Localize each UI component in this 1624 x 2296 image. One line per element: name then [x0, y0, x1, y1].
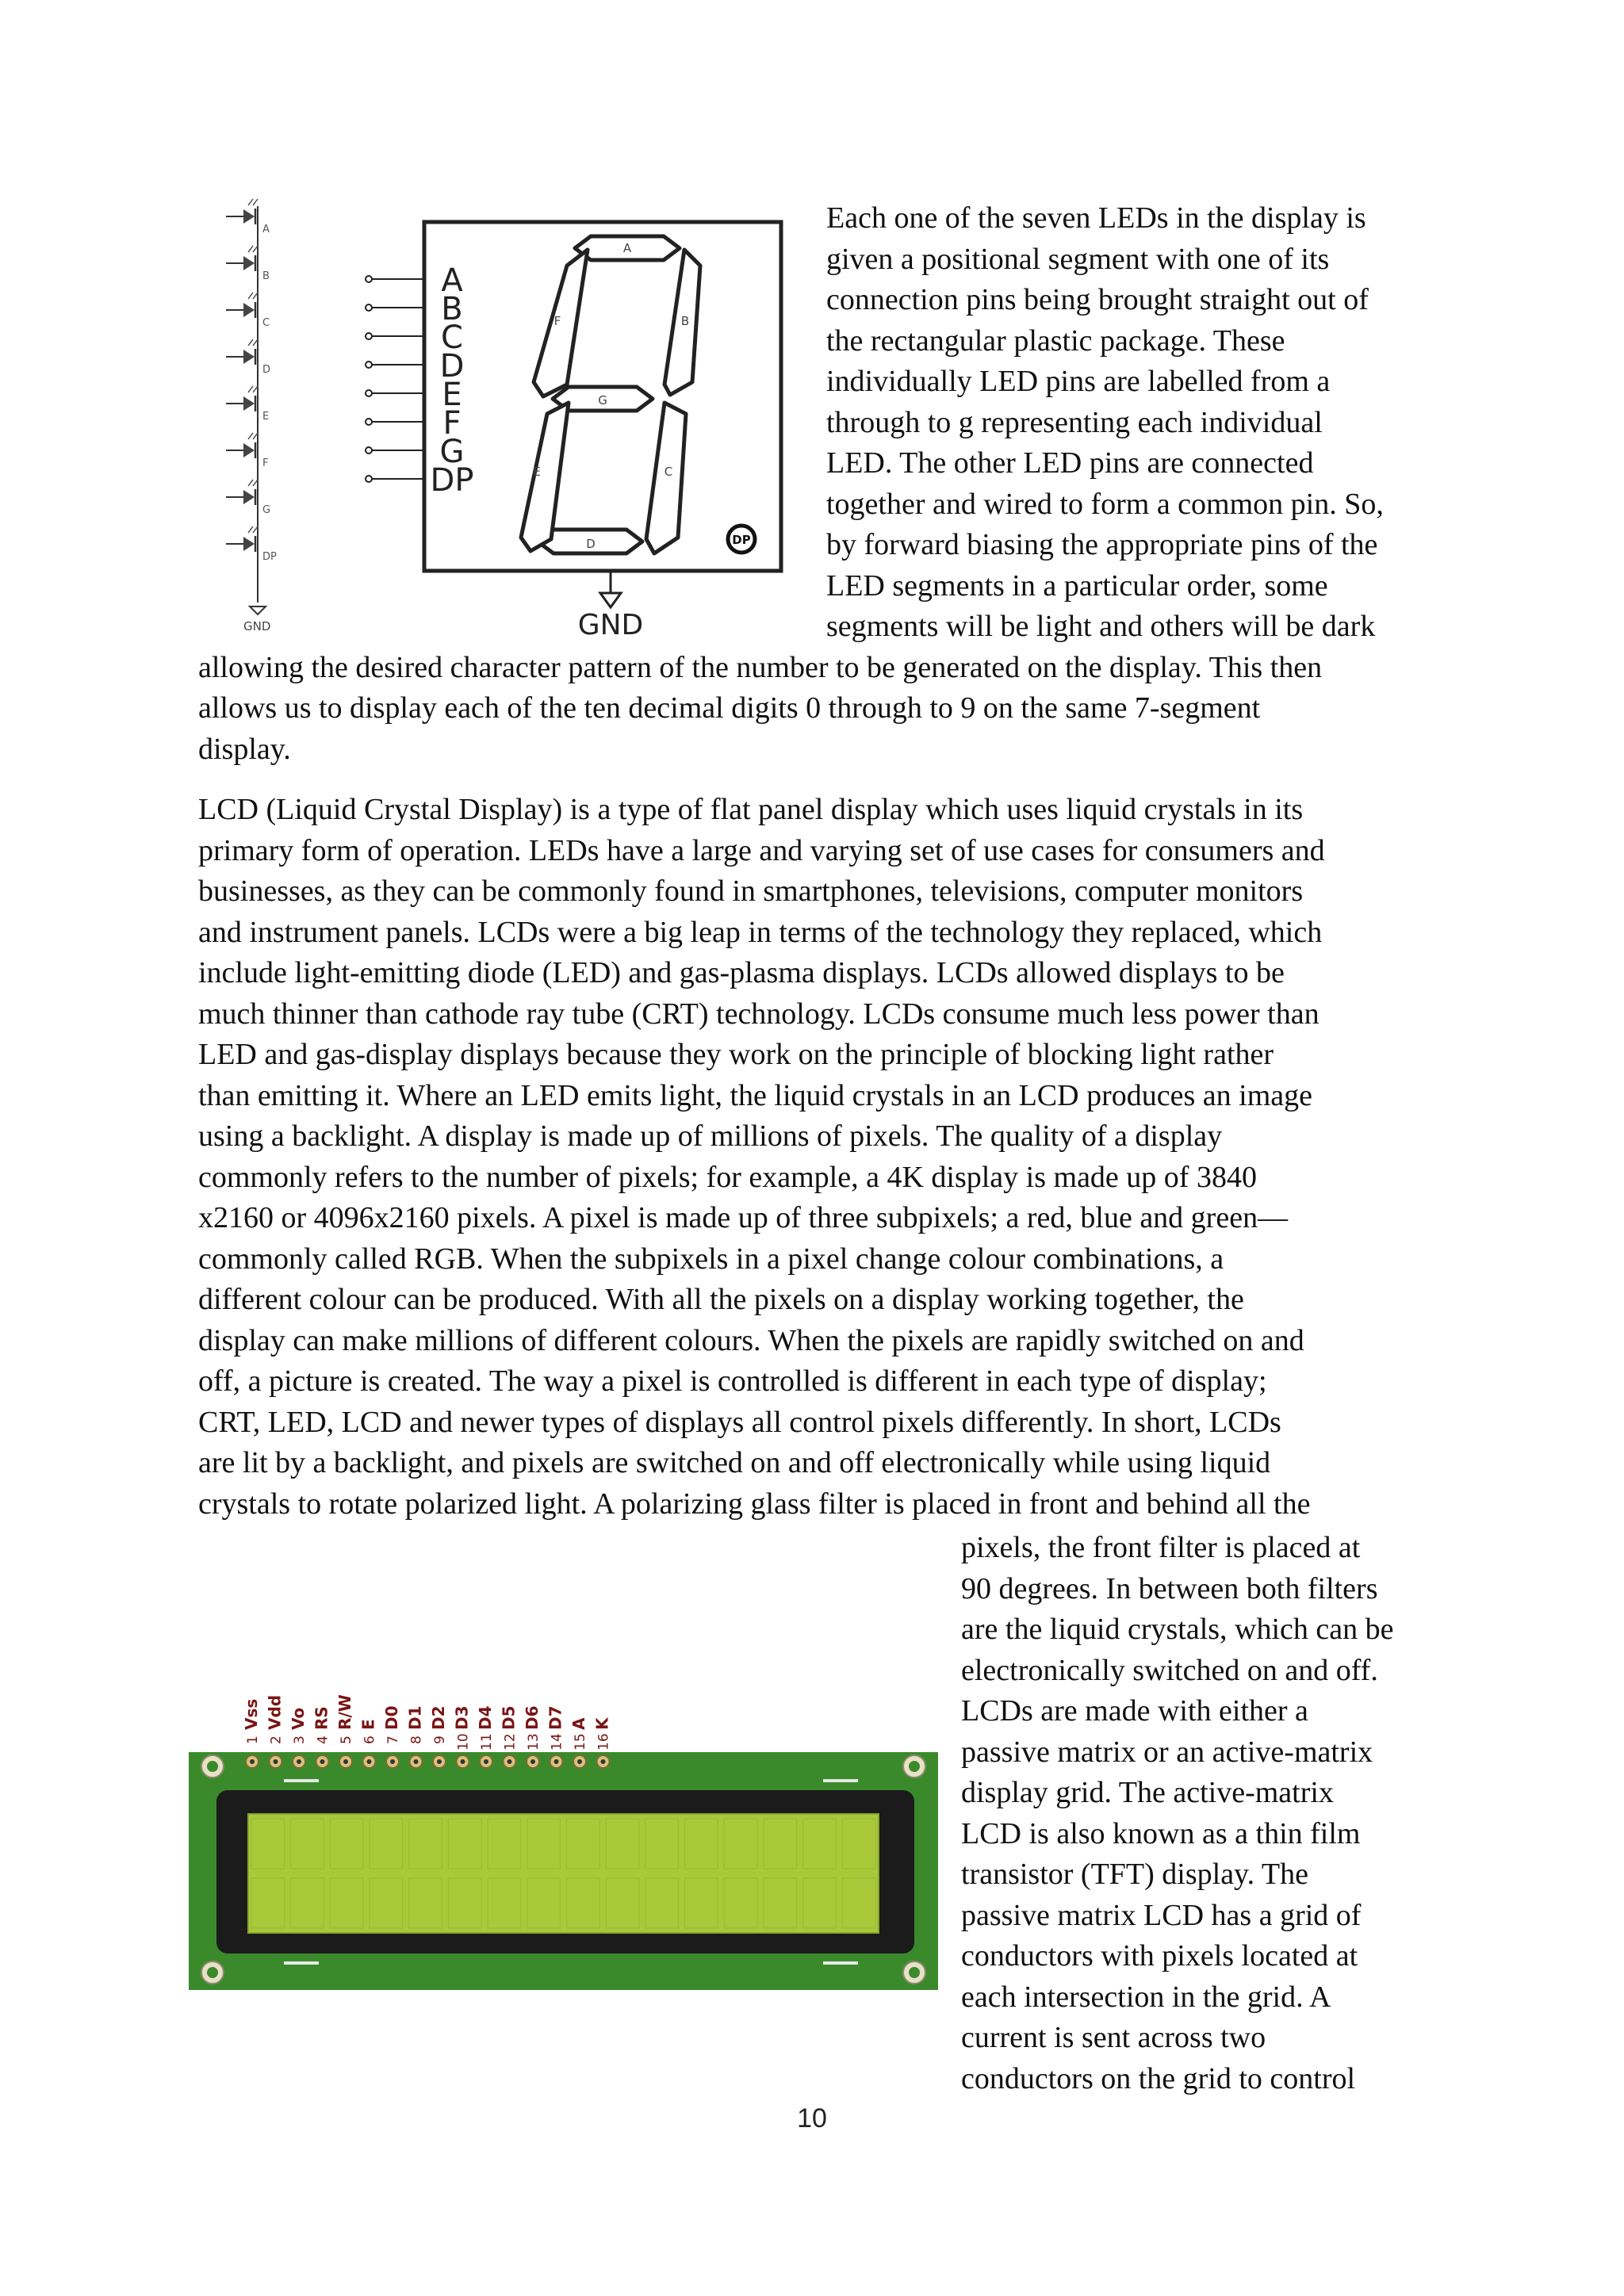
text-line: together and wired to form a common pin. So,	[826, 487, 1384, 521]
led-label: C	[262, 317, 270, 329]
pin-label: B	[441, 291, 463, 327]
lcd-pin-name: D2	[429, 1705, 448, 1730]
page-number: 10	[797, 2103, 827, 2133]
led-label: D	[262, 364, 271, 376]
text-line: pixels, the front filter is placed at	[961, 1531, 1361, 1564]
text-line: transistor (TFT) display. The	[961, 1858, 1308, 1891]
lcd-pin-name: D5	[499, 1705, 519, 1730]
pin-label: F	[442, 405, 462, 442]
lcd-pin-number: 15	[573, 1733, 588, 1751]
lcd-pin-number: 8	[408, 1735, 425, 1744]
pin-label: C	[441, 320, 463, 356]
text-line: display.	[198, 732, 291, 766]
text-line: much thinner than cathode ray tube (CRT) technology. LCDs consume much less power than	[198, 997, 1320, 1031]
segment-label: G	[598, 393, 607, 408]
text-line: passive matrix or an active-matrix	[961, 1735, 1373, 1769]
segment-label: D	[586, 537, 596, 551]
text-line: current is sent across two	[961, 2021, 1266, 2054]
text-line: display grid. The active-matrix	[961, 1776, 1334, 1809]
text-line: commonly refers to the number of pixels; for example, a 4K display is made up of 3840	[198, 1160, 1257, 1194]
lcd-pin-number: 11	[479, 1733, 495, 1751]
lcd-pin-name: Vss	[242, 1698, 261, 1730]
lcd-pin-name: D0	[382, 1705, 401, 1730]
text-line: allows us to display each of the ten decimal digits 0 through to 9 on the same 7-segment	[198, 691, 1261, 725]
led-label: B	[262, 270, 270, 282]
gnd-label: GND	[577, 609, 644, 641]
lcd-pin-name: D7	[546, 1705, 565, 1730]
text-line: LCD (Liquid Crystal Display) is a type of flat panel display which uses liquid crystals in its	[198, 793, 1304, 826]
text-line: off, a picture is created. The way a pixel is controlled is different in each type of display;	[198, 1364, 1267, 1398]
paragraph-lcd-intro	[198, 790, 1325, 1525]
lcd-pin-name: Vo	[289, 1707, 308, 1730]
lcd-pin-number: 13	[526, 1733, 542, 1751]
text-line: allowing the desired character pattern of the number to be generated on the display. This then	[198, 650, 1323, 684]
pin-label: E	[442, 377, 462, 413]
lcd-pin-number: 2	[268, 1735, 285, 1744]
text-line: through to g representing each individual	[826, 405, 1323, 439]
led-label: F	[262, 457, 269, 469]
text-line: LED. The other LED pins are connected	[826, 446, 1314, 480]
text-line: individually LED pins are labelled from a	[826, 365, 1331, 398]
text-line: conductors with pixels located at	[961, 1939, 1358, 1973]
text-line: conductors on the grid to control	[961, 2061, 1356, 2095]
lcd-pin-name: Vdd	[265, 1694, 285, 1730]
text-line: each intersection in the grid. A	[961, 1980, 1331, 2014]
text-line: display can make millions of different colours. When the pixels are rapidly switched on and	[198, 1323, 1304, 1357]
silkscreen-mark	[823, 1961, 858, 1965]
text-line: LCDs are made with either a	[961, 1694, 1308, 1728]
lcd-pin-number: 16	[596, 1733, 612, 1751]
text-line: and instrument panels. LCDs were a big leap in terms of the technology they replaced, which	[198, 915, 1323, 949]
text-line: than emitting it. Where an LED emits light, the liquid crystals in an LCD produces an image	[198, 1078, 1312, 1112]
text-line: CRT, LED, LCD and newer types of displays all control pixels differently. In short, LCDs	[198, 1405, 1281, 1439]
lcd-pin-name: D1	[405, 1705, 425, 1730]
lcd-pin-number: 1	[245, 1735, 261, 1744]
led-label: A	[262, 224, 270, 235]
text-line: electronically switched on and off.	[961, 1653, 1378, 1687]
silkscreen-mark	[284, 1779, 319, 1782]
lcd-screen	[248, 1814, 879, 1933]
lcd-pin-number: 3	[292, 1735, 308, 1744]
lcd-pin-number: 6	[362, 1735, 378, 1744]
silkscreen-mark	[823, 1779, 858, 1782]
text-line: passive matrix LCD has a grid of	[961, 1898, 1362, 1932]
led-label: G	[262, 504, 271, 516]
silkscreen-mark	[284, 1961, 319, 1965]
text-line: Each one of the seven LEDs in the display is	[826, 201, 1366, 235]
paragraph-seven-segment	[198, 198, 1384, 770]
led-label: DP	[262, 551, 277, 563]
pin-label: D	[439, 348, 465, 385]
text-line: by forward biasing the appropriate pins of the	[826, 528, 1378, 561]
text-line: x2160 or 4096x2160 pixels. A pixel is made up of three subpixels; a red, blue and green—	[198, 1201, 1289, 1234]
pin-label: G	[439, 434, 465, 470]
text-line: LED and gas-display displays because they work on the principle of blocking light rather	[198, 1038, 1274, 1071]
lcd-pin-name: D4	[476, 1705, 495, 1730]
segment-label: C	[664, 465, 673, 479]
lcd-module-figure	[189, 1673, 938, 1990]
lcd-pin-name: R/W	[335, 1694, 354, 1730]
text-line: include light-emitting diode (LED) and gas-plasma displays. LCDs allowed displays to be	[198, 956, 1285, 989]
text-line: segments will be light and others will be dark	[826, 610, 1376, 643]
lcd-pin-number: 5	[339, 1735, 354, 1744]
lcd-pin-name: D3	[452, 1705, 472, 1730]
text-line: LCD is also known as a thin film	[961, 1816, 1361, 1850]
paragraph-lcd-matrix	[961, 1528, 1394, 2099]
text-line: commonly called RGB. When the subpixels in a pixel change colour combinations, a	[198, 1242, 1224, 1276]
lcd-pin-number: 7	[385, 1735, 401, 1744]
text-line: given a positional segment with one of its	[826, 242, 1330, 276]
lcd-pin-name: K	[592, 1717, 612, 1730]
text-line: connection pins being brought straight out of	[826, 283, 1369, 316]
segment-label: F	[553, 314, 561, 328]
pin-label: DP	[430, 462, 474, 499]
lcd-pin-number: 14	[549, 1733, 565, 1751]
lcd-pin-name: D6	[523, 1705, 542, 1730]
lcd-pin-number: 12	[502, 1733, 519, 1751]
text-line: the rectangular plastic package. These	[826, 323, 1285, 358]
text-line: primary form of operation. LEDs have a large and varying set of use cases for consumers and	[198, 833, 1325, 867]
dp-dot-label: DP	[732, 533, 751, 547]
text-line: 90 degrees. In between both filters	[961, 1571, 1378, 1605]
segment-label: E	[533, 465, 541, 479]
text-line: different colour can be produced. With all the pixels on a display working together, the	[198, 1283, 1244, 1316]
text-line: crystals to rotate polarized light. A polarizing glass filter is placed in front and behind all the	[198, 1487, 1311, 1521]
segment-label: B	[680, 314, 690, 328]
segment-label: A	[622, 241, 632, 255]
text-line: LED segments in a particular order, some	[826, 568, 1328, 603]
led-gnd-label: GND	[243, 619, 271, 633]
lcd-pin-number: 10	[455, 1733, 472, 1751]
text-line: are the liquid crystals, which can be	[961, 1613, 1394, 1646]
lcd-pin-number: 4	[315, 1735, 331, 1744]
text-line: businesses, as they can be commonly found in smartphones, televisions, computer monitors	[198, 874, 1304, 908]
text-line: using a backlight. A display is made up of millions of pixels. The quality of a display	[198, 1119, 1223, 1153]
lcd-pin-name: RS	[312, 1706, 331, 1730]
lcd-pin-number: 9	[432, 1735, 448, 1744]
lcd-pin-name: E	[358, 1719, 378, 1730]
lcd-pin-name: A	[569, 1717, 588, 1730]
pin-label: A	[441, 262, 463, 299]
led-label: E	[262, 411, 270, 423]
text-line: are lit by a backlight, and pixels are switched on and off electronically while using liquid	[198, 1446, 1271, 1479]
